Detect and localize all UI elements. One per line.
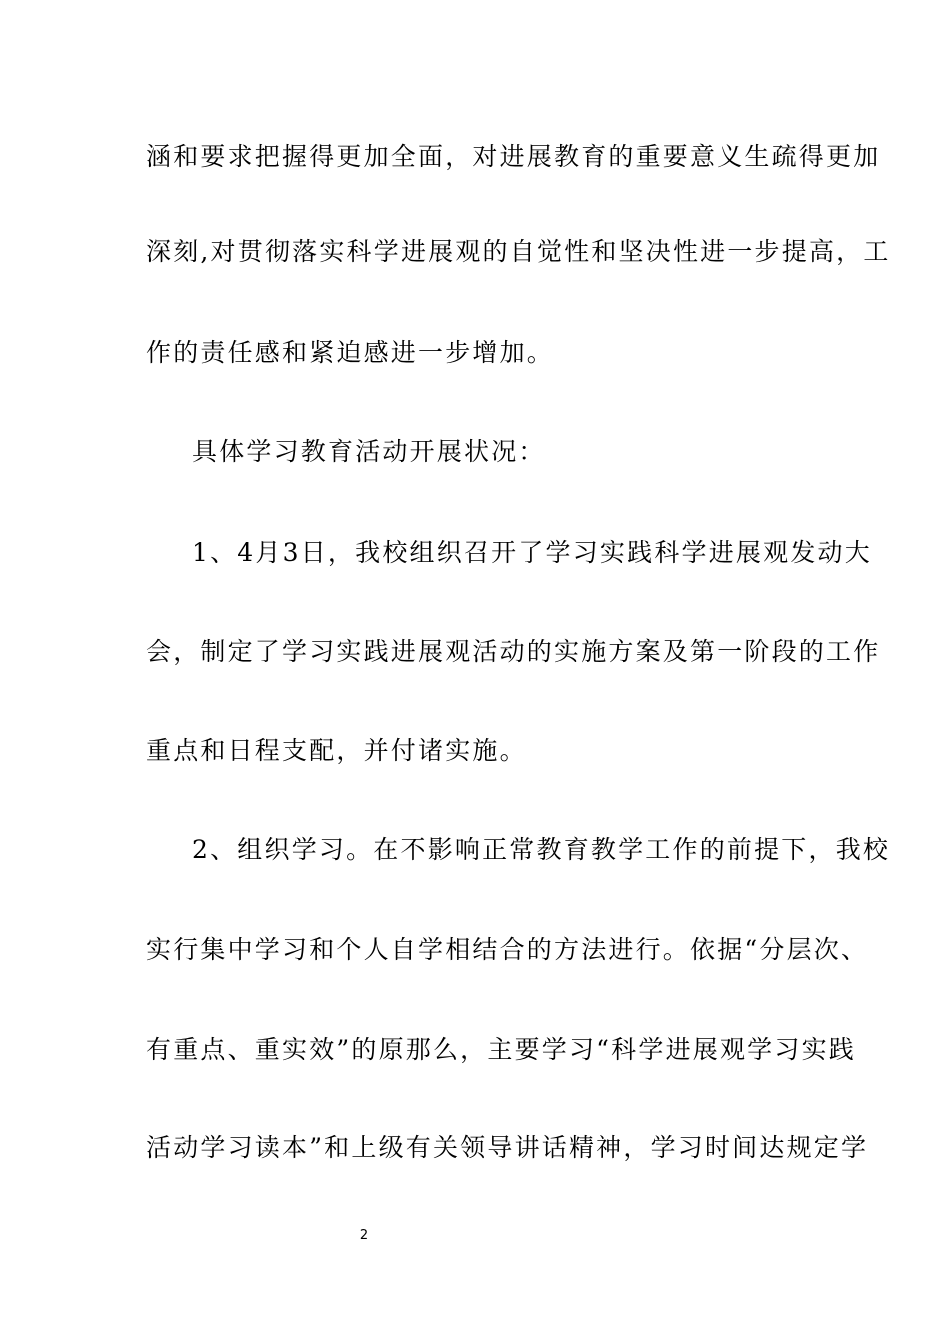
paragraph-line-8: 2、组织学习。在不影响正常教育教学工作的前提下，我校: [192, 835, 891, 864]
paragraph-line-4: 具体学习教育活动开展状况：: [192, 437, 546, 466]
paragraph-line-11: 活动学习读本”和上级有关领导讲话精神，学习时间达规定学: [146, 1133, 869, 1162]
paragraph-line-10: 有重点、重实效”的原那么，主要学习“科学进展观学习实践: [146, 1035, 856, 1064]
page-number: 2: [359, 1228, 369, 1243]
paragraph-line-6: 会，制定了学习实践进展观活动的实施方案及第一阶段的工作: [146, 637, 881, 666]
paragraph-line-7: 重点和日程支配，并付诸实施。: [146, 736, 527, 765]
paragraph-line-9: 实行集中学习和个人自学相结合的方法进行。依据“分层次、: [146, 935, 869, 964]
paragraph-line-5: 1、4月3日，我校组织召开了学习实践科学进展观发动大: [192, 538, 872, 567]
paragraph-line-1: 涵和要求把握得更加全面，对进展教育的重要意义生疏得更加: [146, 142, 881, 171]
paragraph-line-3: 作的责任感和紧迫感进一步增加。: [146, 338, 555, 367]
paragraph-line-2: 深刻,对贯彻落实科学进展观的自觉性和坚决性进一步提高，工: [146, 237, 891, 266]
